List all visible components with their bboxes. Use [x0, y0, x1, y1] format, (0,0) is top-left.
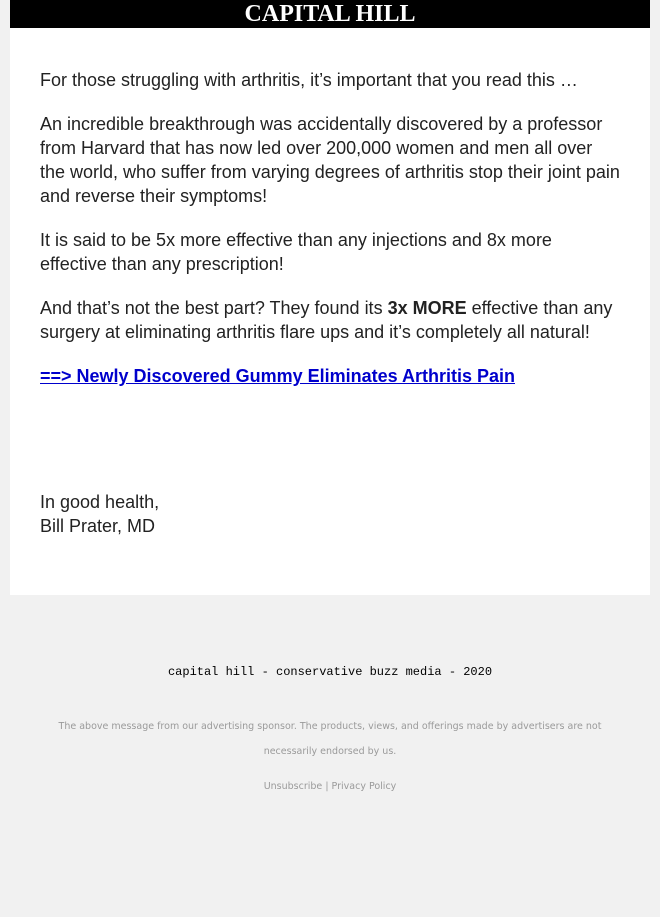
email-body	[10, 28, 650, 538]
signoff-block	[40, 490, 620, 538]
surgery-paragraph	[40, 296, 620, 344]
emphasis-text: 3x MORE	[387, 298, 467, 318]
breakthrough-paragraph: An incredible breakthrough was accidentally discovered by a professor from Harvard that has now led over 200,000 women and men all over the world, who suffer from varying degrees of arthritis stop their joint pain and reverse their symptoms!	[40, 114, 620, 206]
advertiser-disclaimer: The above message from our advertising sponsor. The products, views, and offerings made by advertisers are not necessarily endorsed by us.	[58, 721, 602, 757]
footer-copyright: capital hill - conservative buzz media - 2020	[167, 665, 493, 679]
intro-paragraph: For those struggling with arthritis, it’s important that you read this …	[40, 70, 578, 90]
privacy-policy-link[interactable]: Privacy Policy	[331, 781, 397, 792]
surgery-text-end: effective than any surgery at eliminating arthritis flare ups and it’s completely all natural!	[40, 298, 613, 342]
surgery-text-start: And that’s not the best part? They found its	[40, 298, 388, 318]
effectiveness-paragraph: It is said to be 5x more effective than any injections and 8x more effective than any prescription!	[40, 230, 552, 274]
footer-links	[0, 774, 660, 799]
cta-link[interactable]: ==> Newly Discovered Gummy Eliminates Arthritis Pain	[40, 366, 516, 386]
signature-name: Bill Prater, MD	[40, 516, 156, 536]
link-separator: |	[325, 781, 329, 792]
email-card	[10, 0, 650, 595]
masthead-title: CAPITAL HILL	[10, 0, 650, 28]
unsubscribe-link[interactable]: Unsubscribe	[263, 781, 323, 792]
signoff-line: In good health,	[40, 492, 160, 512]
